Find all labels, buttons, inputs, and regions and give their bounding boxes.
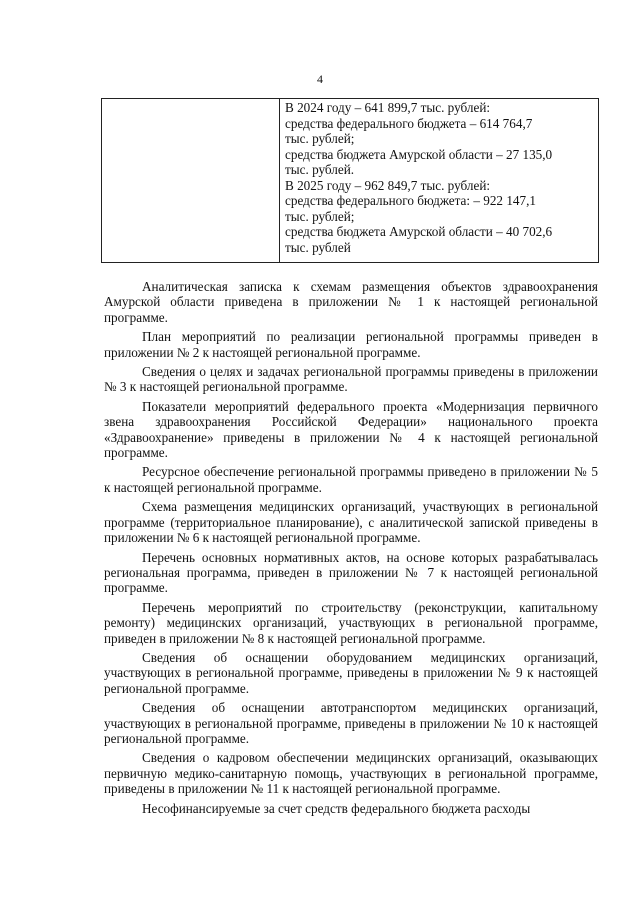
paragraph: Перечень основных нормативных актов, на основе которых разрабатывалась региональная программа, приведен в приложении № 7 к настоящей региональной программе. [104,549,598,596]
funding-line: тыс. рублей; [285,131,355,146]
funding-line: средства бюджета Амурской области – 27 135,0 [285,146,553,162]
funding-line: тыс. рублей. [285,162,355,177]
funding-line: средства бюджета Амурской области – 40 702,6 [285,224,553,239]
funding-line: тыс. рублей; [285,208,355,224]
paragraph: План мероприятий по реализации региональной программы приведен в приложении № 2 к настоящей региональной программе. [104,329,598,360]
funding-table-label-cell [102,99,280,262]
funding-table [101,98,599,263]
paragraph: Сведения об оснащении автотранспортом медицинских организаций, участвующих в региональной программе, приведены в приложении № 10 к настоящей региональной программе. [104,700,598,746]
funding-line: В 2025 году – 962 849,7 тыс. рублей: [285,177,491,193]
body-text [104,279,598,820]
paragraph: Аналитическая записка к схемам размещения объектов здравоохранения Амурской области приведена в приложении № 1 к настоящей региональной программе. [104,279,598,325]
funding-line: средства федерального бюджета: – 922 147,1 [285,193,536,208]
page-number: 4 [317,72,323,86]
paragraph: Перечень мероприятий по строительству (реконструкции, капитальному ремонту) медицинских организаций, участвующих в региональной программе, приведен в приложении № 8 к настоящей региональной программе. [104,599,598,646]
paragraph: Ресурсное обеспечение региональной программы приведено в приложении № 5 к настоящей региональной программе. [104,464,598,495]
paragraph: Сведения о кадровом обеспечении медицинских организаций, оказывающих первичную медико-санитарную помощь, участвующих в региональной программе, приведены в приложении № 11 к настоящей региональной программе. [104,750,598,797]
paragraph: Показатели мероприятий федерального проекта «Модернизация первичного звена здравоохранения Российской Федерации» национального проекта «Здравоохранение» приведены в приложении № 4 к настоящей региональной программе. [104,398,598,461]
funding-line: В 2024 году – 641 899,7 тыс. рублей: [285,100,491,115]
funding-line: средства федерального бюджета – 614 764,7 [285,115,533,131]
paragraph: Несофинансируемые за счет средств федерального бюджета расходы [142,800,531,816]
funding-table-value-cell [280,99,598,262]
paragraph: Сведения об оснащении оборудованием медицинских организаций, участвующих в региональной программе, приведены в приложении № 9 к настоящей региональной программе. [104,649,598,696]
paragraph: Сведения о целях и задачах региональной программы приведены в приложении № 3 к настоящей региональной программе. [104,364,598,395]
funding-line: тыс. рублей [285,239,351,255]
paragraph: Схема размещения медицинских организаций, участвующих в региональной программе (территориальное планирование), с аналитической запиской приведены в приложении № 6 к настоящей региональной программе. [104,499,598,546]
